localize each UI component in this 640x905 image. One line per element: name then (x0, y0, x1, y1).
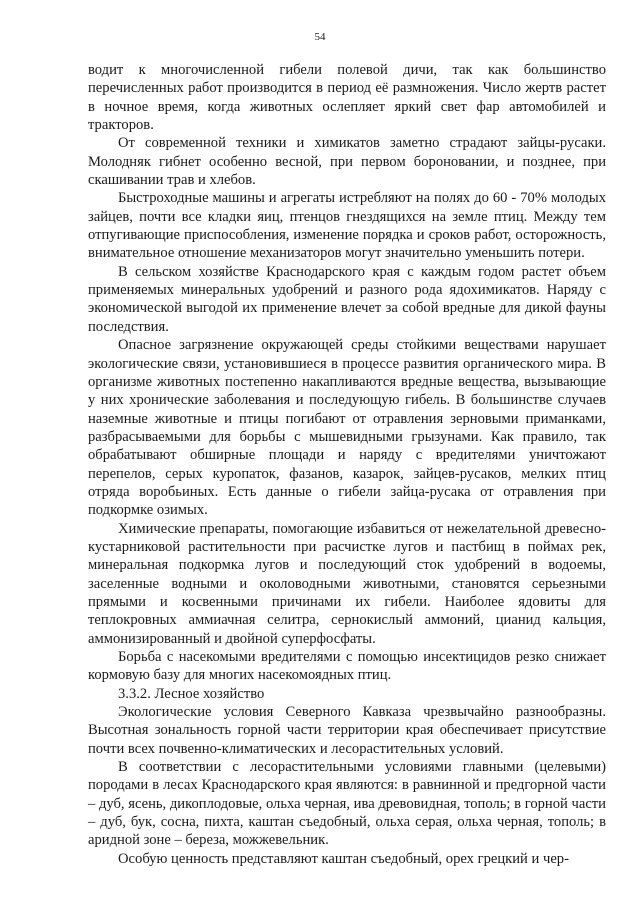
paragraph: Опасное загрязнение окружающей среды стойкими веществами нарушает экологические связи, установившиеся в процессе развития органического мира. В организме животных постепенно накапливаются вредные вещества, вызывающие у них хронические заболевания и последующую гибель. В большинстве случаев наземные животные и птицы погибают от отравления зерновыми приманками, разбрасываемыми для борьбы с мышевидными грызунами. Как правило, так обрабатывают обширные площади и наряду с вредителями уничтожают перепелов, серых куропаток, фазанов, казарок, зайцев-русаков, мелких птиц отряда воробьиных. Есть данные о гибели зайца-русака от отравления при подкормке озимых. (88, 337, 606, 519)
paragraph: От современной техники и химикатов заметно страдают зайцы-русаки. Молодняк гибнет особенно весной, при первом бороновании, и позднее, при скашивании трав и хлебов. (88, 135, 606, 189)
paragraph: Быстроходные машины и агрегаты истребляют на полях до 60 - 70% молодых зайцев, почти все кладки яиц, птенцов гнездящихся на земле птиц. Между тем отпугивающие приспособления, изменение порядка и сроков работ, осторожность, внимательное отношение механизаторов могут значительно уменьшить потери. (88, 190, 606, 262)
paragraph: В соответствии с лесорастительными условиями главными (целевыми) породами в лесах Краснодарского края являются: в равнинной и предгорной части – дуб, ясень, дикоплодовые, ольха черная, ива древовидная, тополь; в горной части – дуб, бук, сосна, пихта, каштан съедобный, ольха серая, ольха черная, тополь; в аридной зоне – береза, можжевельник. (88, 759, 606, 849)
paragraph: В сельском хозяйстве Краснодарского края с каждым годом растет объем применяемых минеральных удобрений и разного рода ядохимикатов. Наряду с экономической выгодой их применение влечет за собой вредные для дикой фауны последствия. (88, 263, 606, 335)
paragraph: Особую ценность представляют каштан съедобный, орех грецкий и чер- (118, 850, 569, 867)
paragraph: Химические препараты, помогающие избавиться от нежелательной древесно-кустарниковой растительности при расчистке лугов и пастбищ в поймах рек, минеральная подкормка лугов и последующий сток удобрений в водоемы, заселенные водными и околоводными животными, становятся серьезными прямыми и косвенными причинами их гибели. Наиболее ядовиты для теплокровных аммиачная селитра, сернокислый аммоний, цианид кальция, аммонизированный и двойной суперфосфаты. (88, 520, 606, 647)
page-number: 54 (314, 31, 326, 43)
section-heading: 3.3.2. Лесное хозяйство (118, 685, 265, 702)
paragraph-continued: водит к многочисленной гибели полевой дичи, так как большинство перечисленных работ производится в период её размножения. Число жертв растет в ночное время, когда животных ослепляет яркий свет фар автомобилей и тракторов. (88, 62, 606, 134)
body-text (88, 61, 606, 868)
paragraph: Экологические условия Северного Кавказа чрезвычайно разнообразны. Высотная зональность горной части территории края обеспечивает присутствие почти всех почвенно-климатических и лесорастительных условий. (88, 704, 606, 757)
paragraph: Борьба с насекомыми вредителями с помощью инсектицидов резко снижает кормовую базу для многих насекомоядных птиц. (88, 649, 606, 684)
